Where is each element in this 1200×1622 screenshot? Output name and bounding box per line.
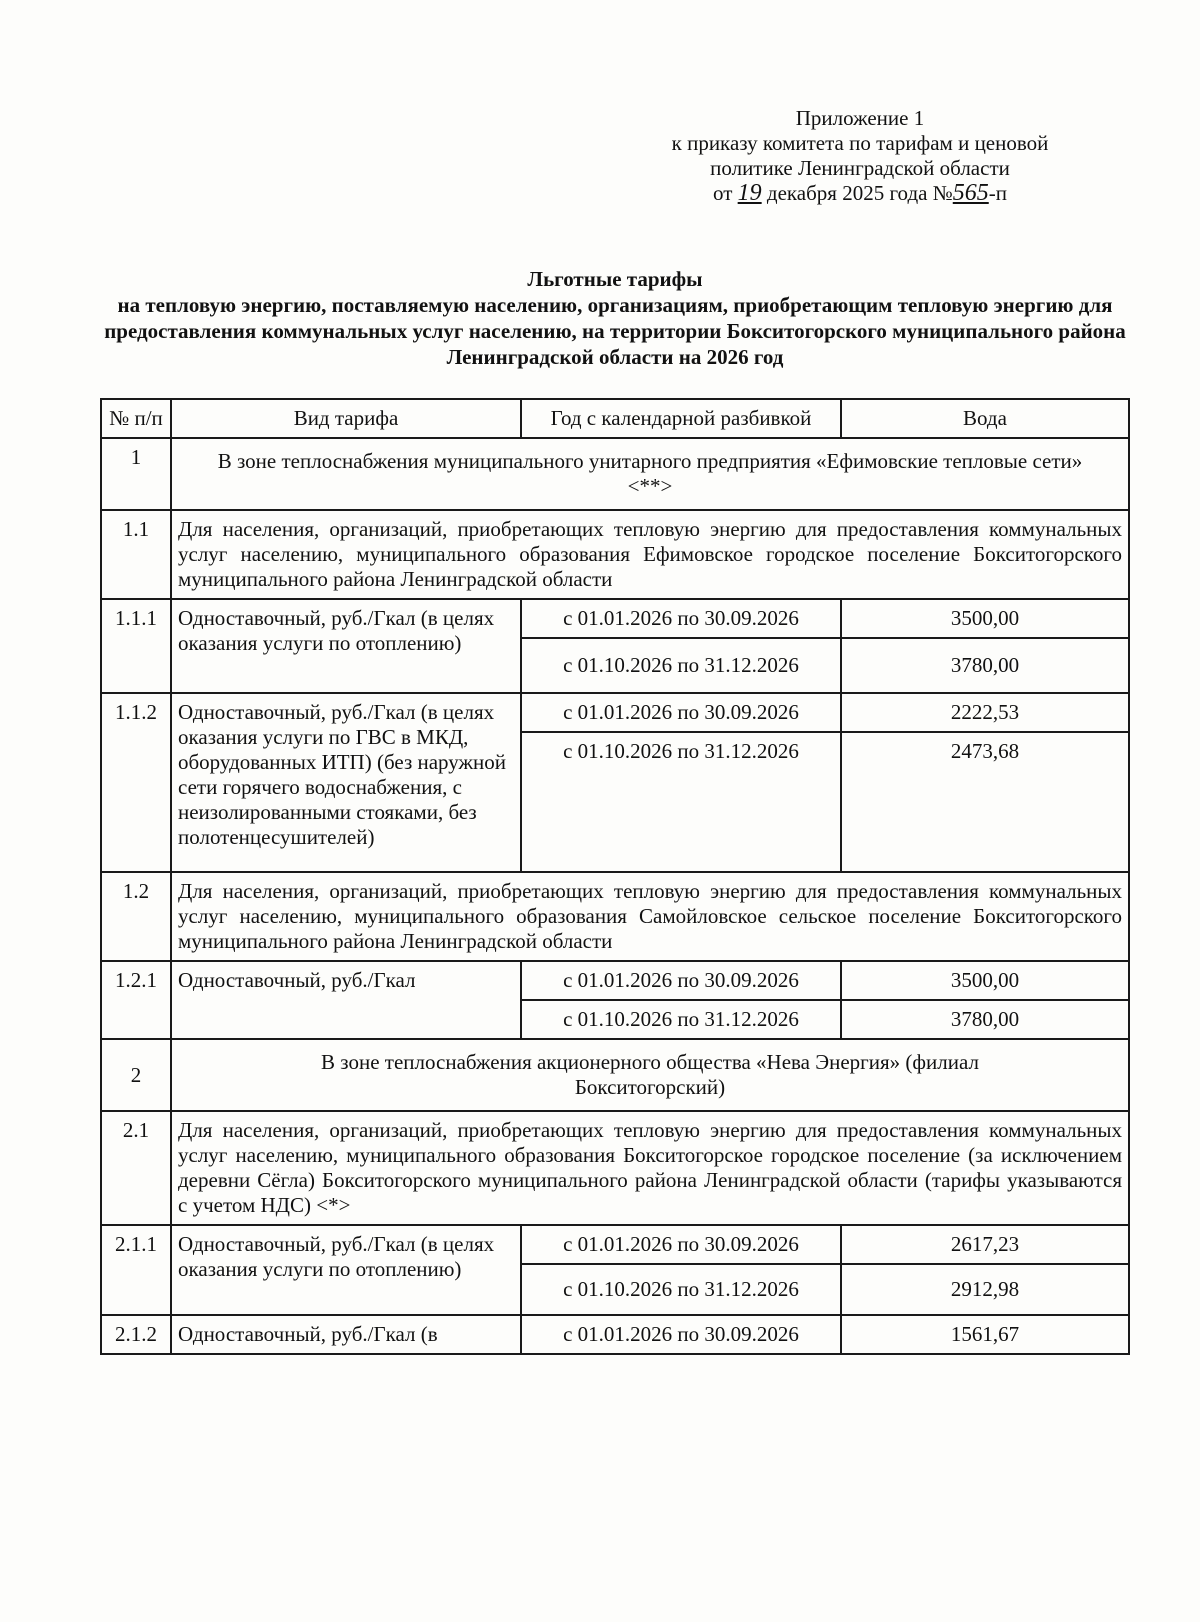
- section-heading: В зоне теплоснабжения акционерного общества «Нева Энергия» (филиал Бокситогорский): [171, 1039, 1129, 1111]
- table-row: [101, 1315, 1129, 1354]
- table-row: [101, 872, 1129, 961]
- subsection-heading: Для населения, организаций, приобретающих тепловую энергию для предоставления коммунальных услуг населению, муниципального образования Бокситогорское городское поселение (за исключением деревни Сёгла) Бокситогорского муниципального района Ленинградской области (тарифы указываются с учетом НДС) <*>: [171, 1111, 1129, 1225]
- row-number: 2.1.1: [101, 1225, 171, 1315]
- row-number: 2: [101, 1039, 171, 1111]
- order-suffix: -п: [988, 181, 1007, 205]
- period: с 01.01.2026 по 30.09.2026: [521, 693, 841, 732]
- table-row: [101, 1111, 1129, 1225]
- appendix-date-line: [600, 181, 1120, 206]
- table-row: [101, 961, 1129, 1000]
- row-number: 1: [101, 438, 171, 510]
- row-number: 1.1.1: [101, 599, 171, 693]
- appendix-header: [600, 106, 1120, 206]
- period: с 01.01.2026 по 30.09.2026: [521, 599, 841, 638]
- tariff-value: 2617,23: [841, 1225, 1129, 1264]
- header-cell: № п/п: [101, 399, 171, 438]
- period: с 01.10.2026 по 31.12.2026: [521, 1000, 841, 1039]
- title-line-2: на тепловую энергию, поставляемую населению, организациям, приобретающим тепловую энергию для предоставления коммунальных услуг населению, на территории Бокситогорского муниципального района Ленинградской области на 2026 год: [104, 293, 1126, 369]
- table-row: [101, 1039, 1129, 1111]
- tariff-type: Одноставочный, руб./Гкал (в целях оказания услуги по отоплению): [171, 599, 521, 693]
- period: с 01.01.2026 по 30.09.2026: [521, 961, 841, 1000]
- tariff-type: Одноставочный, руб./Гкал (в целях оказания услуги по отоплению): [171, 1225, 521, 1315]
- subsection-heading: Для населения, организаций, приобретающих тепловую энергию для предоставления коммунальных услуг населению, муниципального образования Самойловское сельское поселение Бокситогорского муниципального района Ленинградской области: [171, 872, 1129, 961]
- tariff-value: 3780,00: [841, 638, 1129, 693]
- period: с 01.10.2026 по 31.12.2026: [521, 638, 841, 693]
- title-line-1: Льготные тарифы: [527, 267, 703, 291]
- tariff-value: 2222,53: [841, 693, 1129, 732]
- row-number: 2.1.2: [101, 1315, 171, 1354]
- tariff-value: 2912,98: [841, 1264, 1129, 1315]
- tariff-table: [100, 398, 1130, 1355]
- order-number: 565: [952, 180, 989, 206]
- tariff-type: Одноставочный, руб./Гкал (в целях оказания услуги по ГВС в МКД, оборудованных ИТП) (без наружной сети горячего водоснабжения, с неизолированными стояками, без полотенцесушителей): [171, 693, 521, 872]
- table-row: [101, 438, 1129, 510]
- row-number: 2.1: [101, 1111, 171, 1225]
- tariff-value: 3500,00: [841, 961, 1129, 1000]
- appendix-line-2: политике Ленинградской области: [710, 156, 1010, 180]
- table-row: [101, 599, 1129, 638]
- row-number: 1.2.1: [101, 961, 171, 1039]
- tariff-value: 1561,67: [841, 1315, 1129, 1354]
- tariff-type: Одноставочный, руб./Гкал: [171, 961, 521, 1039]
- document-title: [90, 266, 1140, 370]
- period: с 01.10.2026 по 31.12.2026: [521, 732, 841, 872]
- appendix-title: Приложение 1: [795, 106, 925, 130]
- row-number: 1.1.2: [101, 693, 171, 872]
- row-number: 1.2: [101, 872, 171, 961]
- appendix-line-1: к приказу комитета по тарифам и ценовой: [671, 131, 1049, 155]
- table-row: [101, 693, 1129, 732]
- table-row: [101, 1225, 1129, 1264]
- header-cell: Год с календарной разбивкой: [521, 399, 841, 438]
- date-rest: декабря 2025 года №: [766, 181, 953, 205]
- period: с 01.10.2026 по 31.12.2026: [521, 1264, 841, 1315]
- tariff-type: Одноставочный, руб./Гкал (в: [171, 1315, 521, 1354]
- header-cell: Вид тарифа: [171, 399, 521, 438]
- section-heading: В зоне теплоснабжения муниципального унитарного предприятия «Ефимовские тепловые сети» <**>: [171, 438, 1129, 510]
- period: с 01.01.2026 по 30.09.2026: [521, 1225, 841, 1264]
- date-prefix: от: [713, 181, 733, 205]
- tariff-value: 3780,00: [841, 1000, 1129, 1039]
- row-number: 1.1: [101, 510, 171, 599]
- date-day: 19: [737, 180, 762, 206]
- table-row: [101, 510, 1129, 599]
- tariff-value: 3500,00: [841, 599, 1129, 638]
- header-cell: Вода: [841, 399, 1129, 438]
- table-header-row: [101, 399, 1129, 438]
- tariff-value: 2473,68: [841, 732, 1129, 872]
- subsection-heading: Для населения, организаций, приобретающих тепловую энергию для предоставления коммунальных услуг населению, муниципального образования Ефимовское городское поселение Бокситогорского муниципального района Ленинградской области: [171, 510, 1129, 599]
- period: с 01.01.2026 по 30.09.2026: [521, 1315, 841, 1354]
